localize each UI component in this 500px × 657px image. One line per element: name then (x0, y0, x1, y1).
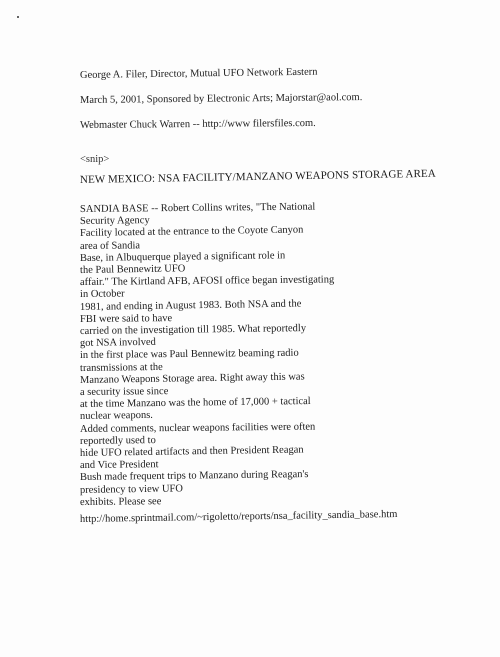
body-line: reportedly used to (79, 434, 156, 447)
body-line: presidency to view UFO (79, 483, 184, 496)
body-line: nuclear weapons. (79, 410, 153, 423)
body-line: Facility located at the entrance to the Coyote Canyon (79, 224, 304, 240)
body-line: Added comments, nuclear weapons facilities were often (79, 421, 316, 435)
body-line: in October (79, 288, 125, 301)
body-line: SANDIA BASE -- Robert Collins writes, "The National (79, 201, 316, 215)
body-line: got NSA involved (79, 337, 156, 350)
date-sponsor-line: March 5, 2001, Sponsored by Electronic Arts; Majorstar@aol.com. (79, 92, 363, 106)
body-line: affair." The Kirtland AFB, AFOSI office began investigating (79, 274, 335, 289)
body-line: transmissions at the (79, 361, 163, 374)
body-line: 1981, and ending in August 1983. Both NSA and the (79, 298, 302, 313)
body-line: carried on the investigation till 1985. What reportedly (79, 323, 307, 338)
body-line: Security Agency (79, 215, 150, 228)
body-line: at the time Manzano was the home of 17,000 + tactical (79, 396, 311, 411)
body-line: Bush made frequent trips to Manzano during Reagan's (79, 469, 309, 484)
webmaster-line: Webmaster Chuck Warren -- http://www filersfiles.com. (79, 117, 316, 131)
body-line: exhibits. Please see (79, 496, 162, 508)
body-line: Base, in Albuquerque played a significant role in (79, 250, 286, 264)
scan-speck (17, 16, 19, 18)
article-headline: NEW MEXICO: NSA FACILITY/MANZANO WEAPONS STORAGE AREA (79, 167, 436, 186)
body-line: FBI were said to have (79, 312, 173, 325)
reference-url: http://home.sprintmail.com/~rigoletto/reports/nsa_facility_sandia_base.htm (79, 509, 398, 525)
body-line: area of Sandia (79, 239, 141, 252)
body-line: hide UFO related artifacts and then President Reagan (79, 444, 304, 460)
author-line: George A. Filer, Director, Mutual UFO Network Eastern (79, 66, 318, 81)
body-line: in the first place was Paul Bennewitz beaming radio (79, 348, 299, 362)
body-line: and Vice President (79, 459, 159, 472)
body-line: the Paul Bennewitz UFO (79, 263, 186, 277)
article-body (79, 201, 340, 509)
body-line: Manzano Weapons Storage area. Right away this was (79, 371, 305, 386)
body-line: a security issue since (79, 386, 169, 399)
snip-marker: <snip> (80, 154, 110, 165)
